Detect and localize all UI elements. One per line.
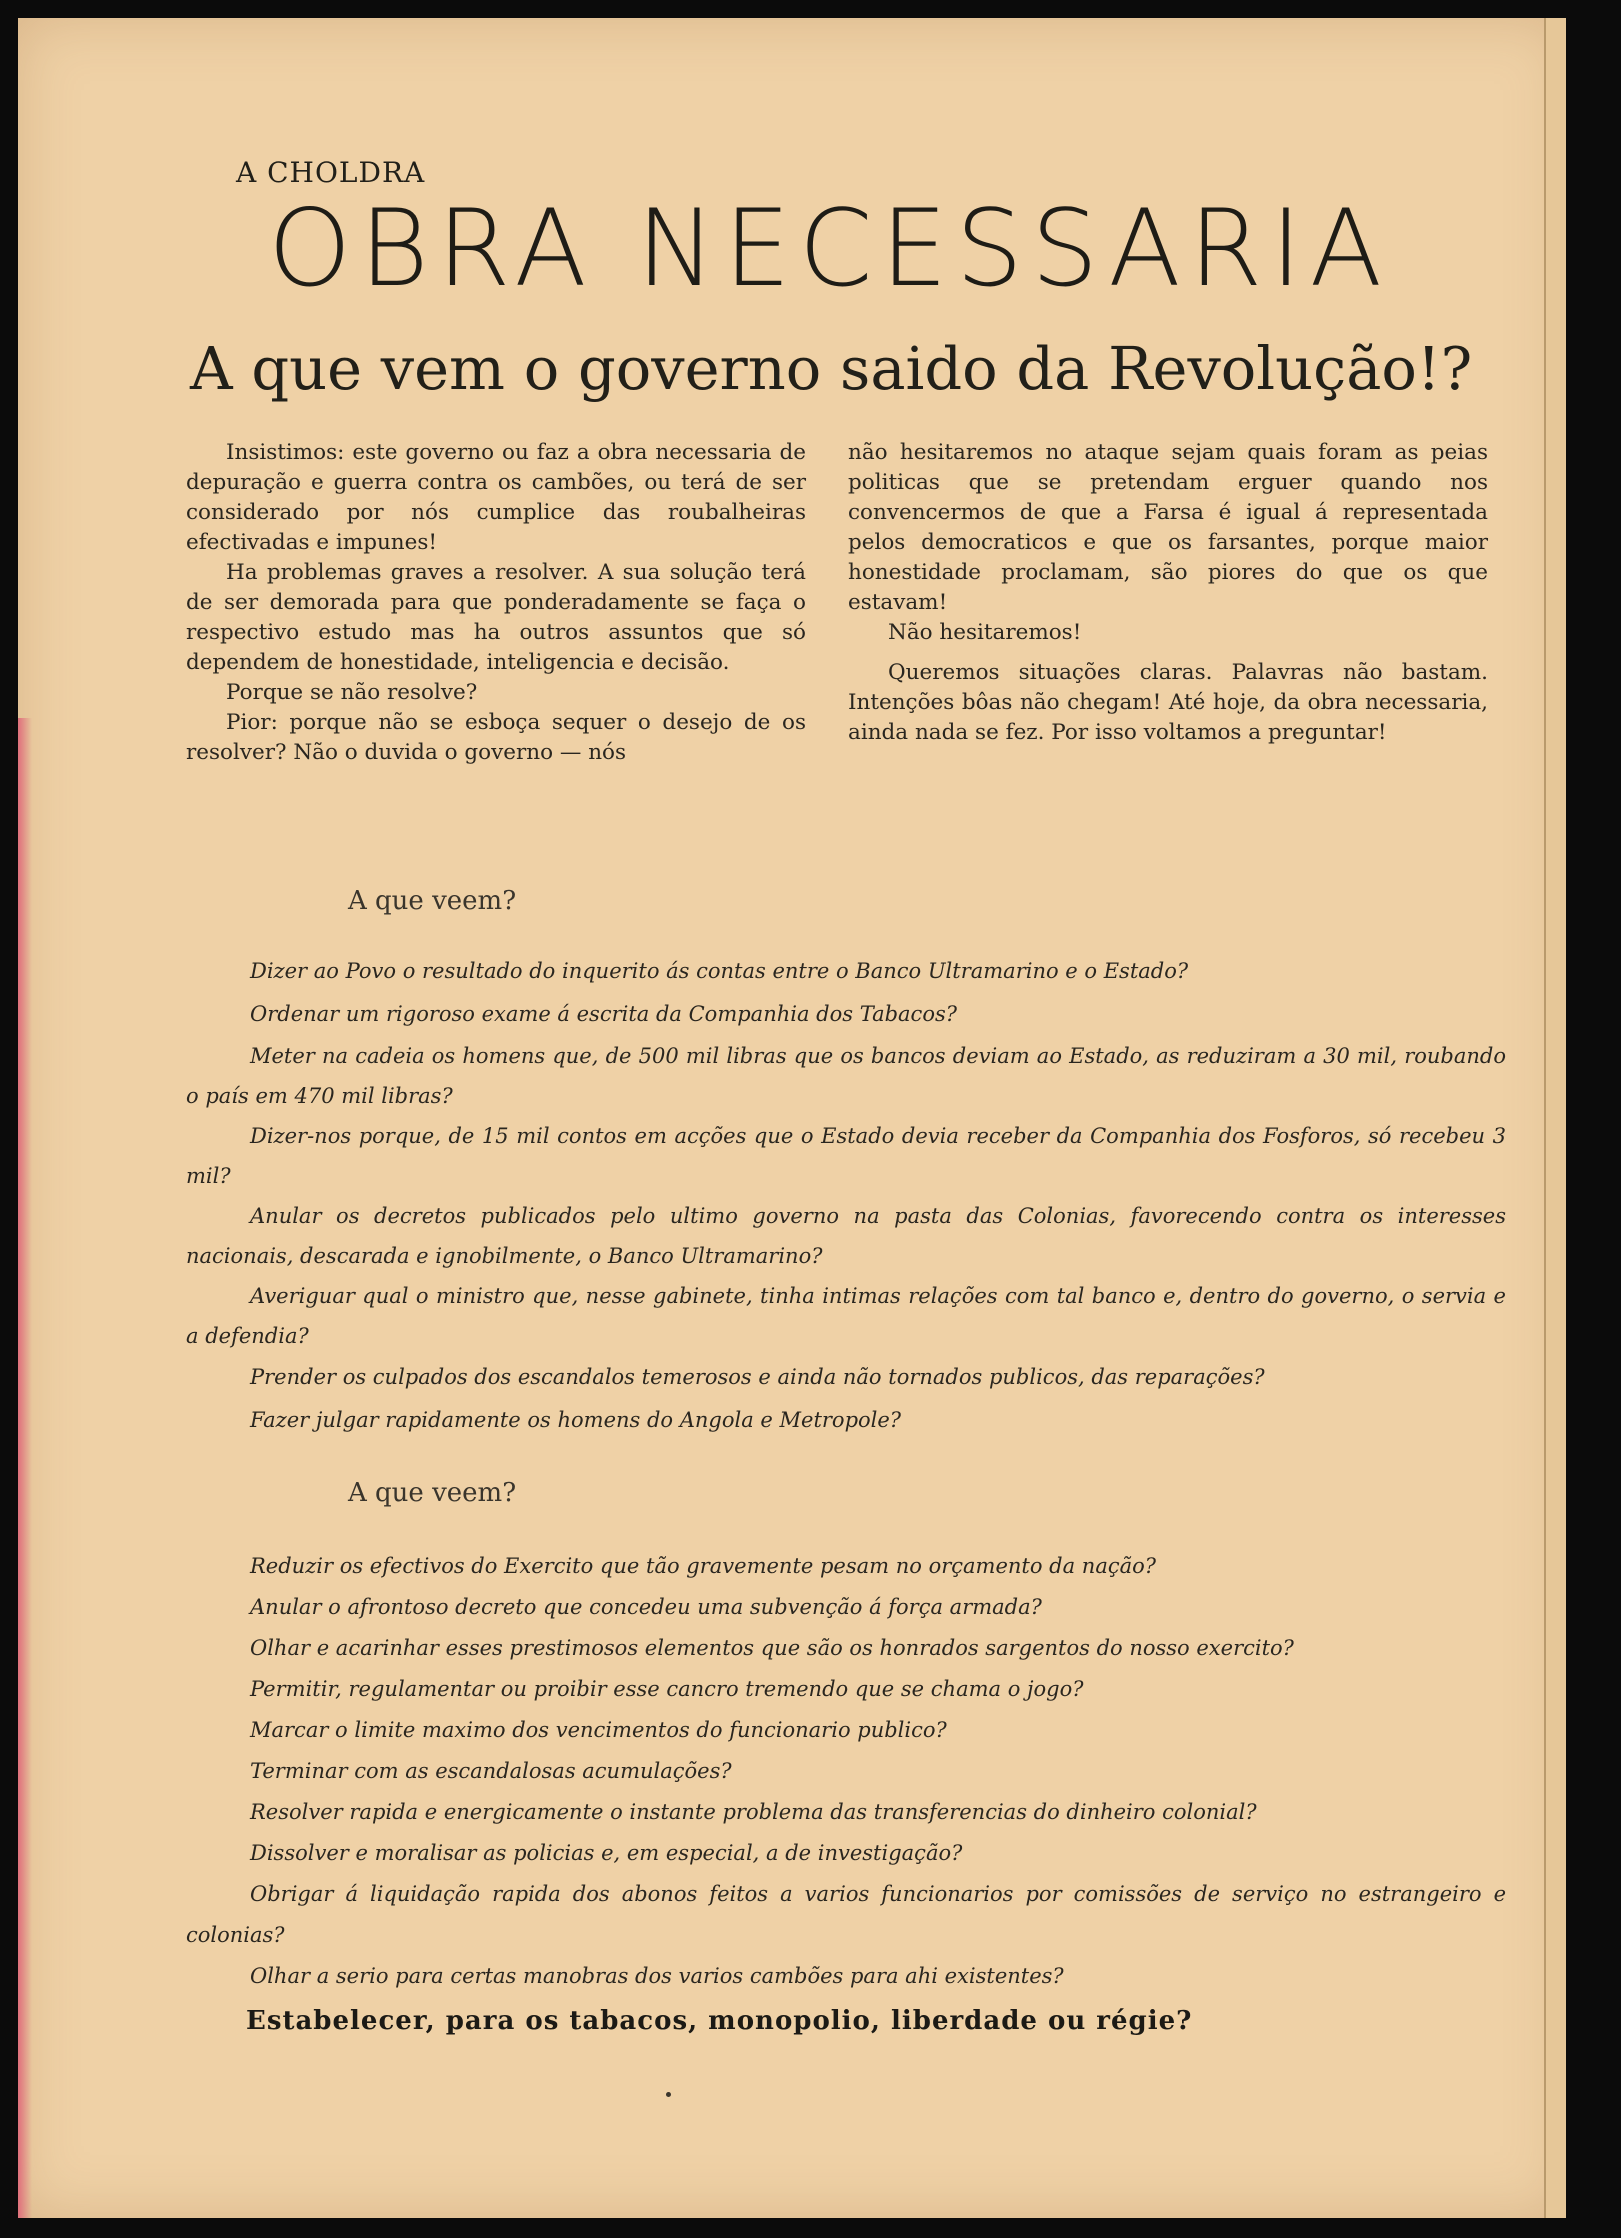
page-edge-stain [18,718,32,2218]
question-item: Averiguar qual o ministro que, nesse gabinete, tinha intimas relações com tal banco e, dentro do governo, o servia e a defendia? [186,1284,1506,1348]
question-item: Marcar o limite maximo dos vencimentos do funcionario publico? [250,1718,947,1742]
question-item: Meter na cadeia os homens que, de 500 mil libras que os bancos deviam ao Estado, as reduziram a 30 mil, roubando o país em 470 mil libras? [186,1044,1506,1108]
question-item: Permitir, regulamentar ou proibir esse cancro tremendo que se chama o jogo? [250,1677,1084,1701]
paragraph: Insistimos: este governo ou faz a obra necessaria de depuração e guerra contra os cambões, ou terá de ser considerado por nós cumplice das roubalheiras efectivadas e impunes! [186,440,806,555]
question-item: Olhar a serio para certas manobras dos varios cambões para ahi existentes? [250,1964,1064,1988]
question-item: Fazer julgar rapidamente os homens do Angola e Metropole? [250,1408,902,1432]
page-title: OBRA NECESSARIA [268,187,1391,310]
question-item: Reduzir os efectivos do Exercito que tão gravemente pesam no orçamento da nação? [250,1554,1157,1578]
newspaper-page [18,18,1566,2218]
section-heading: A que veem? [348,886,517,916]
paragraph: Não hesitaremos! [888,620,1082,645]
question-item: Ordenar um rigoroso exame á escrita da Companhia dos Tabacos? [250,1002,957,1026]
question-item: Anular os decretos publicados pelo ultimo governo na pasta das Colonias, favorecendo contra os interesses nacionais, descarada e ignobilmente, o Banco Ultramarino? [186,1204,1506,1268]
question-item: Resolver rapida e energicamente o instante problema das transferencias do dinheiro colonial? [250,1800,1257,1824]
section-heading: A que veem? [348,1478,517,1508]
page-subtitle: A que vem o governo saido da Revolução!? [190,334,1473,403]
paragraph: Pior: porque não se esboça sequer o desejo de os resolver? Não o duvida o governo — nós [186,710,806,765]
question-item: Dizer-nos porque, de 15 mil contos em acções que o Estado devia receber da Companhia dos Fosforos, só recebeu 3 mil? [186,1124,1506,1188]
question-list [186,1546,1506,1997]
next-page-edge [1544,18,1566,2218]
question-item: Dizer ao Povo o resultado do inquerito ás contas entre o Banco Ultramarino e o Estado? [250,959,1189,983]
question-list [186,950,1506,1442]
right-column [848,438,1488,748]
question-item: Olhar e acarinhar esses prestimosos elementos que são os honrados sargentos do nosso exercito? [250,1636,1294,1660]
question-item: Anular o afrontoso decreto que concedeu uma subvenção á força armada? [250,1595,1042,1619]
masthead: A CHOLDRA [236,156,426,189]
left-column [186,438,806,768]
paragraph: Porque se não resolve? [226,680,478,705]
paragraph: não hesitaremos no ataque sejam quais foram as peias politicas que se pretendam erguer quando nos convencermos de que a Farsa é igual á representada pelos democraticos e que os farsantes, porque maior honestidade proclamam, são piores do que os que estavam! [848,440,1488,615]
question-item: Terminar com as escandalosas acumulações? [250,1759,732,1783]
paragraph: Ha problemas graves a resolver. A sua solução terá de ser demorada para que ponderadamente se faça o respectivo estudo mas ha outros assuntos que só dependem de honestidade, inteligencia e decisão. [186,560,806,675]
question-item: Prender os culpados dos escandalos temerosos e ainda não tornados publicos, das reparações? [250,1365,1265,1389]
question-item: Obrigar á liquidação rapida dos abonos feitos a varios funcionarios por comissões de serviço no estrangeiro e colonias? [186,1882,1506,1947]
paragraph: Queremos situações claras. Palavras não bastam. Intenções bôas não chegam! Até hoje, da obra necessaria, ainda nada se fez. Por isso voltamos a preguntar! [848,660,1488,745]
print-speck [666,2092,671,2097]
final-question: Estabelecer, para os tabacos, monopolio, liberdade ou régie? [246,2006,1193,2036]
question-item: Dissolver e moralisar as policias e, em especial, a de investigação? [250,1841,963,1865]
